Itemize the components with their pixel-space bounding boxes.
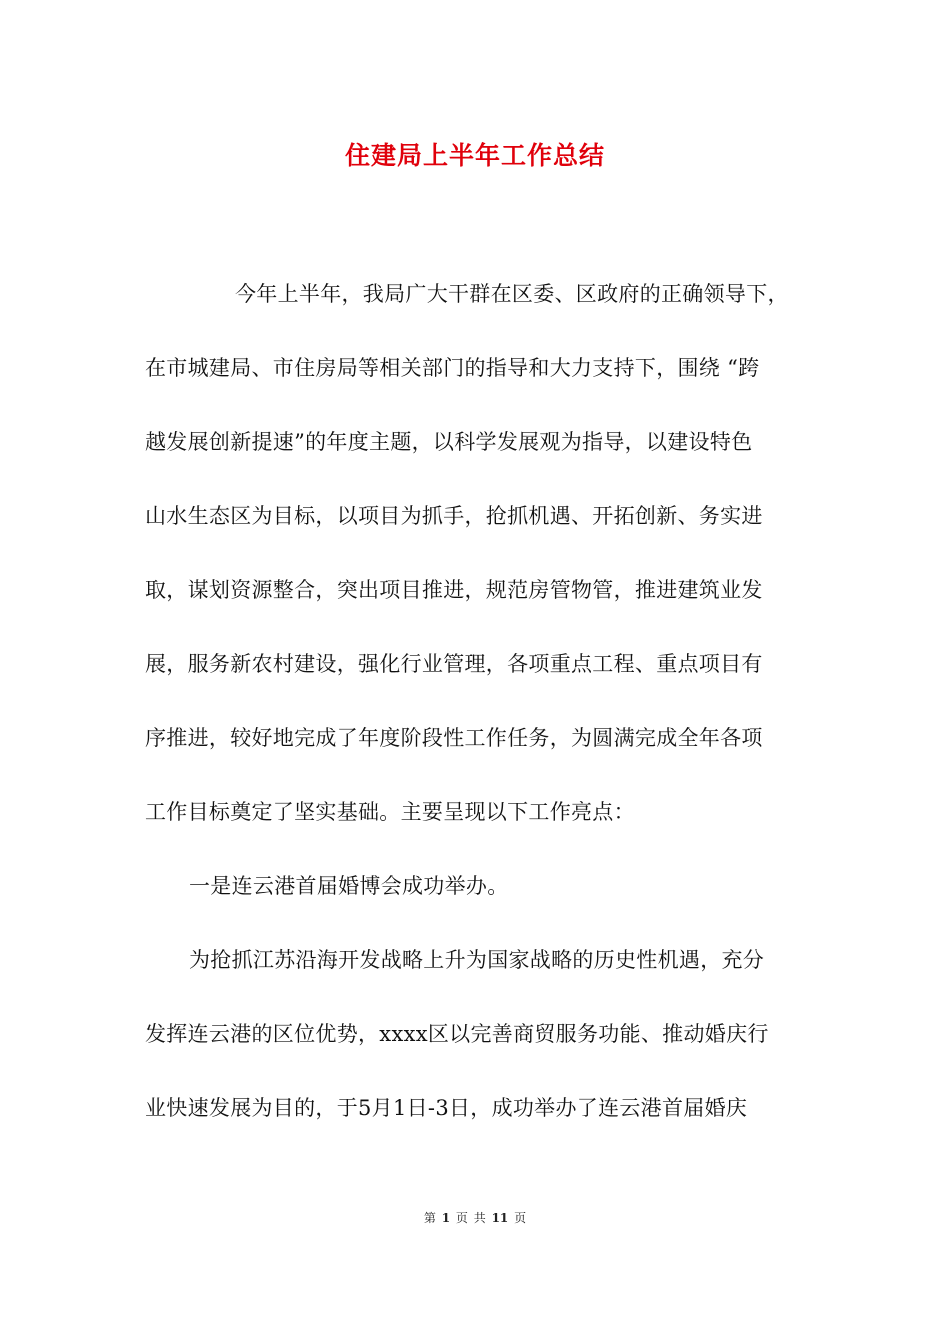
section-heading: 一是连云港首届婚博会成功举办。 <box>189 874 509 898</box>
paragraph-line: 业快速发展为目的，于5月1日-3日，成功举办了连云港首届婚庆 <box>145 1096 748 1120</box>
paragraph-line: 序推进，较好地完成了年度阶段性工作任务，为圆满完成全年各项 <box>145 726 763 750</box>
paragraph-line: 取，谋划资源整合，突出项目推进，规范房管物管，推进建筑业发 <box>145 578 763 602</box>
footer-page-number: 1 <box>441 1211 451 1225</box>
footer-suffix: 页 <box>514 1211 527 1225</box>
footer-total-pages: 11 <box>491 1211 509 1225</box>
paragraph-line: 今年上半年，我局广大干群在区委、区政府的正确领导下， <box>235 282 789 306</box>
paragraph-line: 为抢抓江苏沿海开发战略上升为国家战略的历史性机遇，充分 <box>189 948 765 972</box>
page-footer <box>0 1209 950 1226</box>
paragraph-line: 越发展创新提速”的年度主题，以科学发展观为指导，以建设特色 <box>145 430 753 454</box>
footer-prefix: 第 <box>423 1211 436 1225</box>
paragraph-line: 发挥连云港的区位优势，xxxx区以完善商贸服务功能、推动婚庆行 <box>145 1022 769 1046</box>
paragraph-line: 工作目标奠定了坚实基础。主要呈现以下工作亮点： <box>145 800 635 824</box>
paragraph-line: 展，服务新农村建设，强化行业管理，各项重点工程、重点项目有 <box>145 652 763 676</box>
document-title: 住建局上半年工作总结 <box>344 141 605 170</box>
paragraph-line: 在市城建局、市住房局等相关部门的指导和大力支持下，围绕 “跨 <box>145 356 760 380</box>
paragraph-line: 山水生态区为目标，以项目为抓手，抢抓机遇、开拓创新、务实进 <box>145 504 763 528</box>
footer-middle: 页 共 <box>455 1211 486 1225</box>
